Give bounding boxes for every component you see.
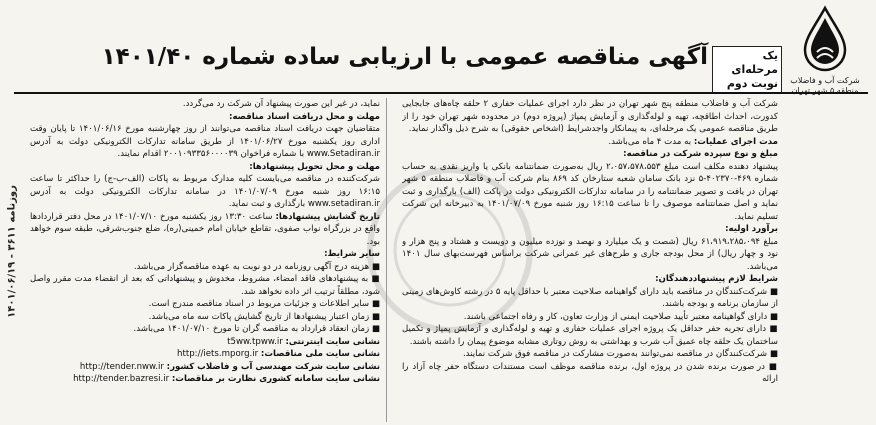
submit-heading: مهلت و محل تحویل پیشنهادها: [249,161,380,172]
condition-item: ■ در صورت برنده شدن در پروژه اول، برنده مناقصه موظف است مستندات دستگاه حفر چاه آزاد را ارائه [402,361,778,384]
left-column [30,98,380,422]
deadline-heading: مهلت و محل دریافت اسناد مناقصه: [229,111,380,122]
other-item: ■ به پیشنهادهای فاقد امضاء، مشروط، مخدوش و پیشنهاداتی که بعد از انقضاء مدت مقرر واصل شود، مطلقاً ترتیب اثر داده نخواهد شد. [30,274,380,297]
bazresi-tender-link[interactable]: http://tender.bazresi.ir [73,374,170,384]
title-divider [14,92,868,94]
other-item: ■ سایر اطلاعات و جزئیات مربوط در اسناد مناقصه مندرج است. [148,299,380,309]
duration-row [402,136,778,149]
badge-stage: یک مرحله‌ای [731,49,778,76]
water-drop-icon [797,4,853,76]
opening-heading: تاریخ گشایش پیشنهادها: [275,211,380,222]
website-link[interactable]: t5ww.tpww.ir [227,336,283,347]
other-item: ■ زمان اعتبار پیشنهادها از تاریخ گشایش پاکات سه ماه می‌باشد. [148,311,380,322]
link-row: نشانی سایت شرکت مهندسی آب و فاضلاب کشور: http://tender.nww.ir [79,361,380,372]
nww-tender-link[interactable]: http://tender.nww.ir [79,361,164,372]
org-name-line1: شرکت آب و فاضلاب [790,76,860,85]
org-logo [784,4,866,122]
right-column [402,98,778,422]
intro-text: شرکت آب و فاضلاب منطقه پنج شهر تهران در نظر دارد اجرای عملیات حفاری ۲ حلقه چاه‌های جابجایی کدورت، احداث اطاقچه، تهیه و لوله‌گذاری و آزمایش پمپاژ (پروژه دوم) در محدوده شهر تهران خود را از طریق مناقصه عمومی یک مرحله‌ای، به پیمانکار واجدشرایط (اشخاص حقوقی) به شرح ذیل واگذار نماید. [402,99,778,134]
condition-item: ■ شرکت‌کنندگان در مناقصه باید دارای گواهینامه صلاحیت معتبر با حداقل پایه ۵ در رشته کاوش‌های زمینی از سازمان برنامه و بودجه باشند. [402,286,778,309]
badge-round: نوبت دوم [726,77,778,90]
opening-row [30,211,380,249]
other-heading: سایر شرایط: [324,249,380,259]
estimate-text: مبلغ ۶۱،۹۱۹،۲۸۵،۰۹۴ ریال (شصت و یک میلیارد و نهصد و نوزده میلیون و دویست و هشتاد و پنج هزار و نود و چهار ریال) از محل بودجه جاری و طرح‌های غیر عمرانی شرکت براساس فهرست‌بهای سال ۱۴۰۱ می‌باشد. [402,236,778,272]
link-row: نشانی سایت ملی مناقصات: http://iets.mporg.ir [177,349,380,359]
ad-title: آگهی مناقصه عمومی با ارزیابی ساده شماره ۱۴۰۱/۴۰ [101,44,708,70]
link-row: نشانی سایت سامانه کشوری نظارت بر مناقصات: http://tender.bazresi.ir [73,374,380,384]
column-divider [386,98,387,422]
side-strip [4,96,22,422]
publication-info: روزنامه ۳۶۱۱ - ۱۴۰۱/۰۶/۱۹ [6,185,18,318]
tender-badge [712,46,782,94]
duration-value: به مدت ۴ ماه می‌باشد. [608,136,692,147]
org-name-line2: منطقه ۵ شهر تهران [791,86,859,95]
national-tender-link[interactable]: http://iets.mporg.ir [177,349,259,359]
guarantee-heading: مبلغ و نوع سپرده شرکت در مناقصه: [623,149,778,159]
condition-item: ■ دارای تجربه حفر حداقل یک پروژه اجرای عملیات حفاری و تهیه و لوله‌گذاری و آزمایش پمپاژ و تکمیل ساختمان یک حلقه چاه عمیق آب شرب و بهداشتی به روش روتاری مشابه موضوع پیمان را داشته باشند. [402,324,778,347]
duration-label: مدت اجرای عملیات: [693,136,778,147]
continued-text: نماید، در غیر این صورت پیشنهاد آن شرکت رد می‌گردد. [182,99,380,109]
deadline-text: متقاضیان جهت دریافت اسناد مناقصه می‌توانند از روز چهارشنبه مورخ ۱۴۰۱/۰۶/۱۶ تا پایان وقت اداری روز یکشنبه مورخ ۱۴۰۱/۰۶/۲۷ از طریق سامانه تدارکات الکترونیکی دولت به آدرس www.Setadiran.ir با شماره فراخوان ۲۰۰۱۰۹۳۳۵۶۰۰۰۰۳۹ اقدام نمایند. [30,124,380,159]
condition-item: ■ شرکت‌کنندگان در مناقصه نمی‌توانند به‌صورت مشارکت در مناقصه فوق شرکت نمایند. [462,349,778,359]
other-item: ■ هزینه درج آگهی روزنامه در دو نوبت به عهده مناقصه‌گزار می‌باشد. [133,261,380,272]
estimate-heading: برآورد اولیه: [725,224,778,234]
guarantee-text: پیشنهاد دهنده مکلف است مبلغ ۲،۰۵۷،۵۷۸،۵۵۳ ریال به‌صورت ضمانتنامه بانکی یا واریز نقدی به حساب شماره ۴۶۹-۴۰۲۳۷۰-۵ نزد بانک سامان شعبه ستارخان کد ۸۶۹ بنام شرکت آب و فاضلاب منطقه ۵ شهر تهران در یافت و تصویر ضمانتنامه را در سامانه تدارکات الکترونیکی دولت در پاکت (الف) بارگذاری و ثبت نماید و اصل ضمانتنامه موصوف را تا ساعت ۱۶:۱۵ روز شنبه مورخ ۱۴۰۱/۰۷/۰۹ به دبیرخانه این شرکت تسلیم نماید. [402,161,778,222]
link-row: نشانی سایت اینترنتی: t5ww.tpww.ir [227,336,380,347]
opening-text: ساعت ۱۳:۳۰ روز یکشنبه مورخ ۱۴۰۱/۰۷/۱۰ در محل دفتر قراردادها واقع در بزرگراه نواب صفوی، تقاطع خیابان امام خمینی(ره)، ضلع جنوب‌شرقی، طبقه سوم خواهد بود. [30,211,380,247]
conditions-heading: شرایط لازم پیشنهاددهندگان: [655,274,778,284]
submit-text: شرکت‌کننده در مناقصه می‌بایست کلیه مدارک مربوط به پاکات (الف-ب-ج) را حداکثر تا ساعت ۱۶:۱۵ روز شنبه مورخ ۱۴۰۱/۰۷/۰۹ در سامانه تدارکات الکترونیکی دولت به آدرس www.setadiran.ir بارگذاری و ثبت نماید. [30,174,380,209]
other-item: ■ زمان انعقاد قرارداد به مناقصه گران تا مورخ ۱۴۰۱/۰۷/۱۰ می‌باشد. [133,324,380,334]
condition-item: ■ دارای گواهینامه معتبر تأیید صلاحیت ایمنی از وزارت تعاون، کار و رفاه اجتماعی باشند. [463,311,778,322]
